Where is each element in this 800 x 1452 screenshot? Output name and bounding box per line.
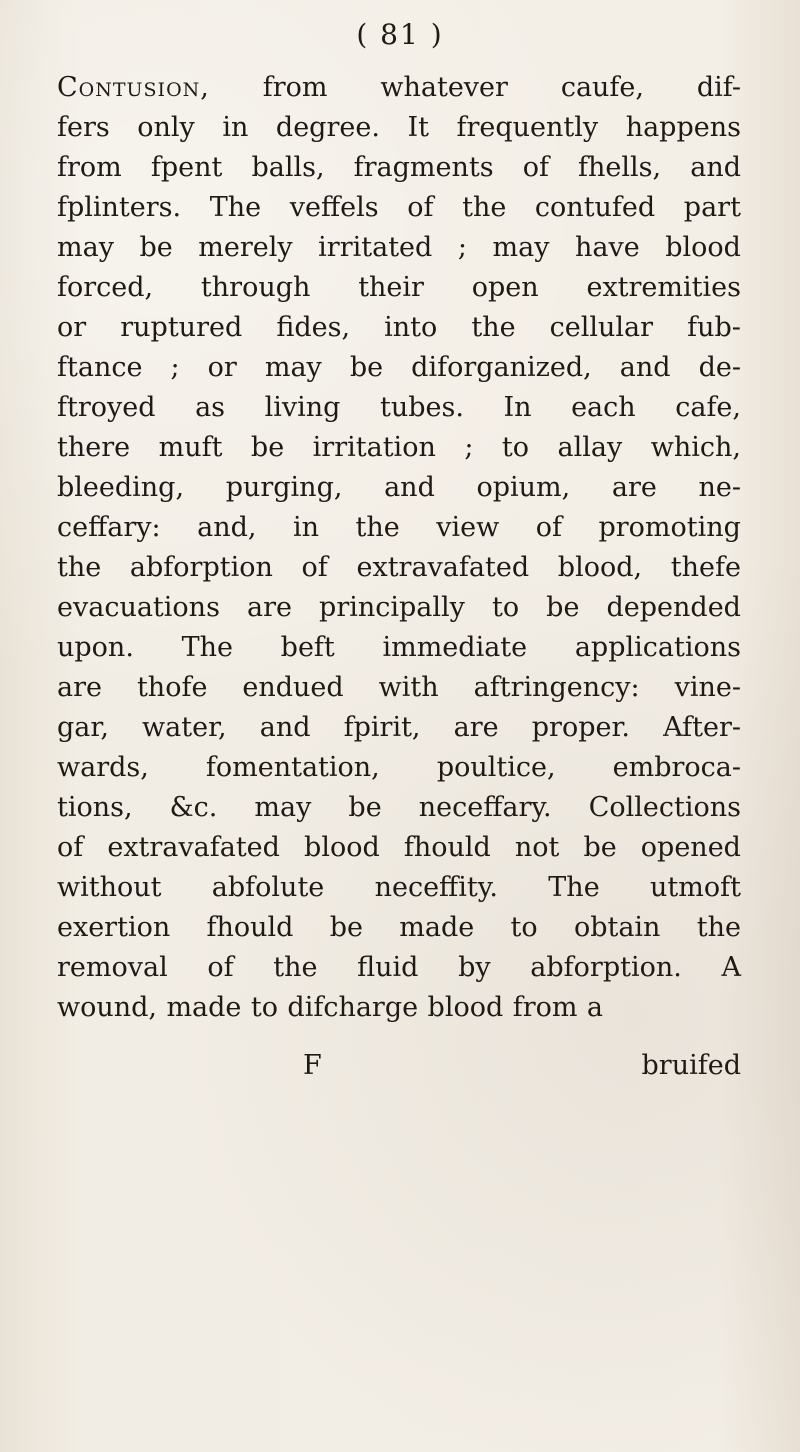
text-line: removal of the fluid by abforption. A (57, 952, 741, 983)
text-line: there muft be irritation ; to allay which, (57, 432, 741, 463)
text-line: ceffary: and, in the view of promoting (57, 512, 741, 543)
text-line: fers only in degree. It frequently happens (57, 112, 741, 143)
text-line: tions, &c. may be neceffary. Collections (57, 792, 741, 823)
text-line: of extravafated blood fhould not be opened (57, 832, 741, 863)
text-line: ftroyed as living tubes. In each cafe, (57, 392, 741, 423)
text-line: wound, made to difcharge blood from a (57, 992, 604, 1023)
text-line: without abfolute neceffity. The utmoft (57, 872, 741, 903)
text-line: from fpent balls, fragments of fhells, and (57, 152, 741, 183)
text-line: exertion fhould be made to obtain the (57, 912, 741, 943)
text-line: are thofe endued with aftringency: vine- (57, 672, 741, 703)
text-line: evacuations are principally to be depended (57, 592, 741, 623)
text-line: may be merely irritated ; may have blood (57, 232, 741, 263)
text-line: fplinters. The veffels of the contufed part (57, 192, 741, 223)
text-line: or ruptured fides, into the cellular fub- (57, 312, 741, 343)
text-line: Contusion, from whatever caufe, dif- (57, 72, 741, 103)
text-line: wards, fomentation, poultice, embroca- (57, 752, 741, 783)
signature-mark: F (303, 1050, 322, 1081)
body-paragraph (57, 68, 741, 1028)
text-line: gar, water, and fpirit, are proper. After- (57, 712, 741, 743)
text-line: bleeding, purging, and opium, are ne- (57, 472, 741, 503)
text-line: upon. The beft immediate applications (57, 632, 741, 663)
page-number: ( 81 ) (356, 18, 444, 51)
text-line: the abforption of extravafated blood, thefe (57, 552, 741, 583)
page-footer (57, 1046, 741, 1086)
text-line: forced, through their open extremities (57, 272, 741, 303)
catchword: bruifed (641, 1050, 741, 1081)
text-line: ftance ; or may be diforganized, and de- (57, 352, 741, 383)
